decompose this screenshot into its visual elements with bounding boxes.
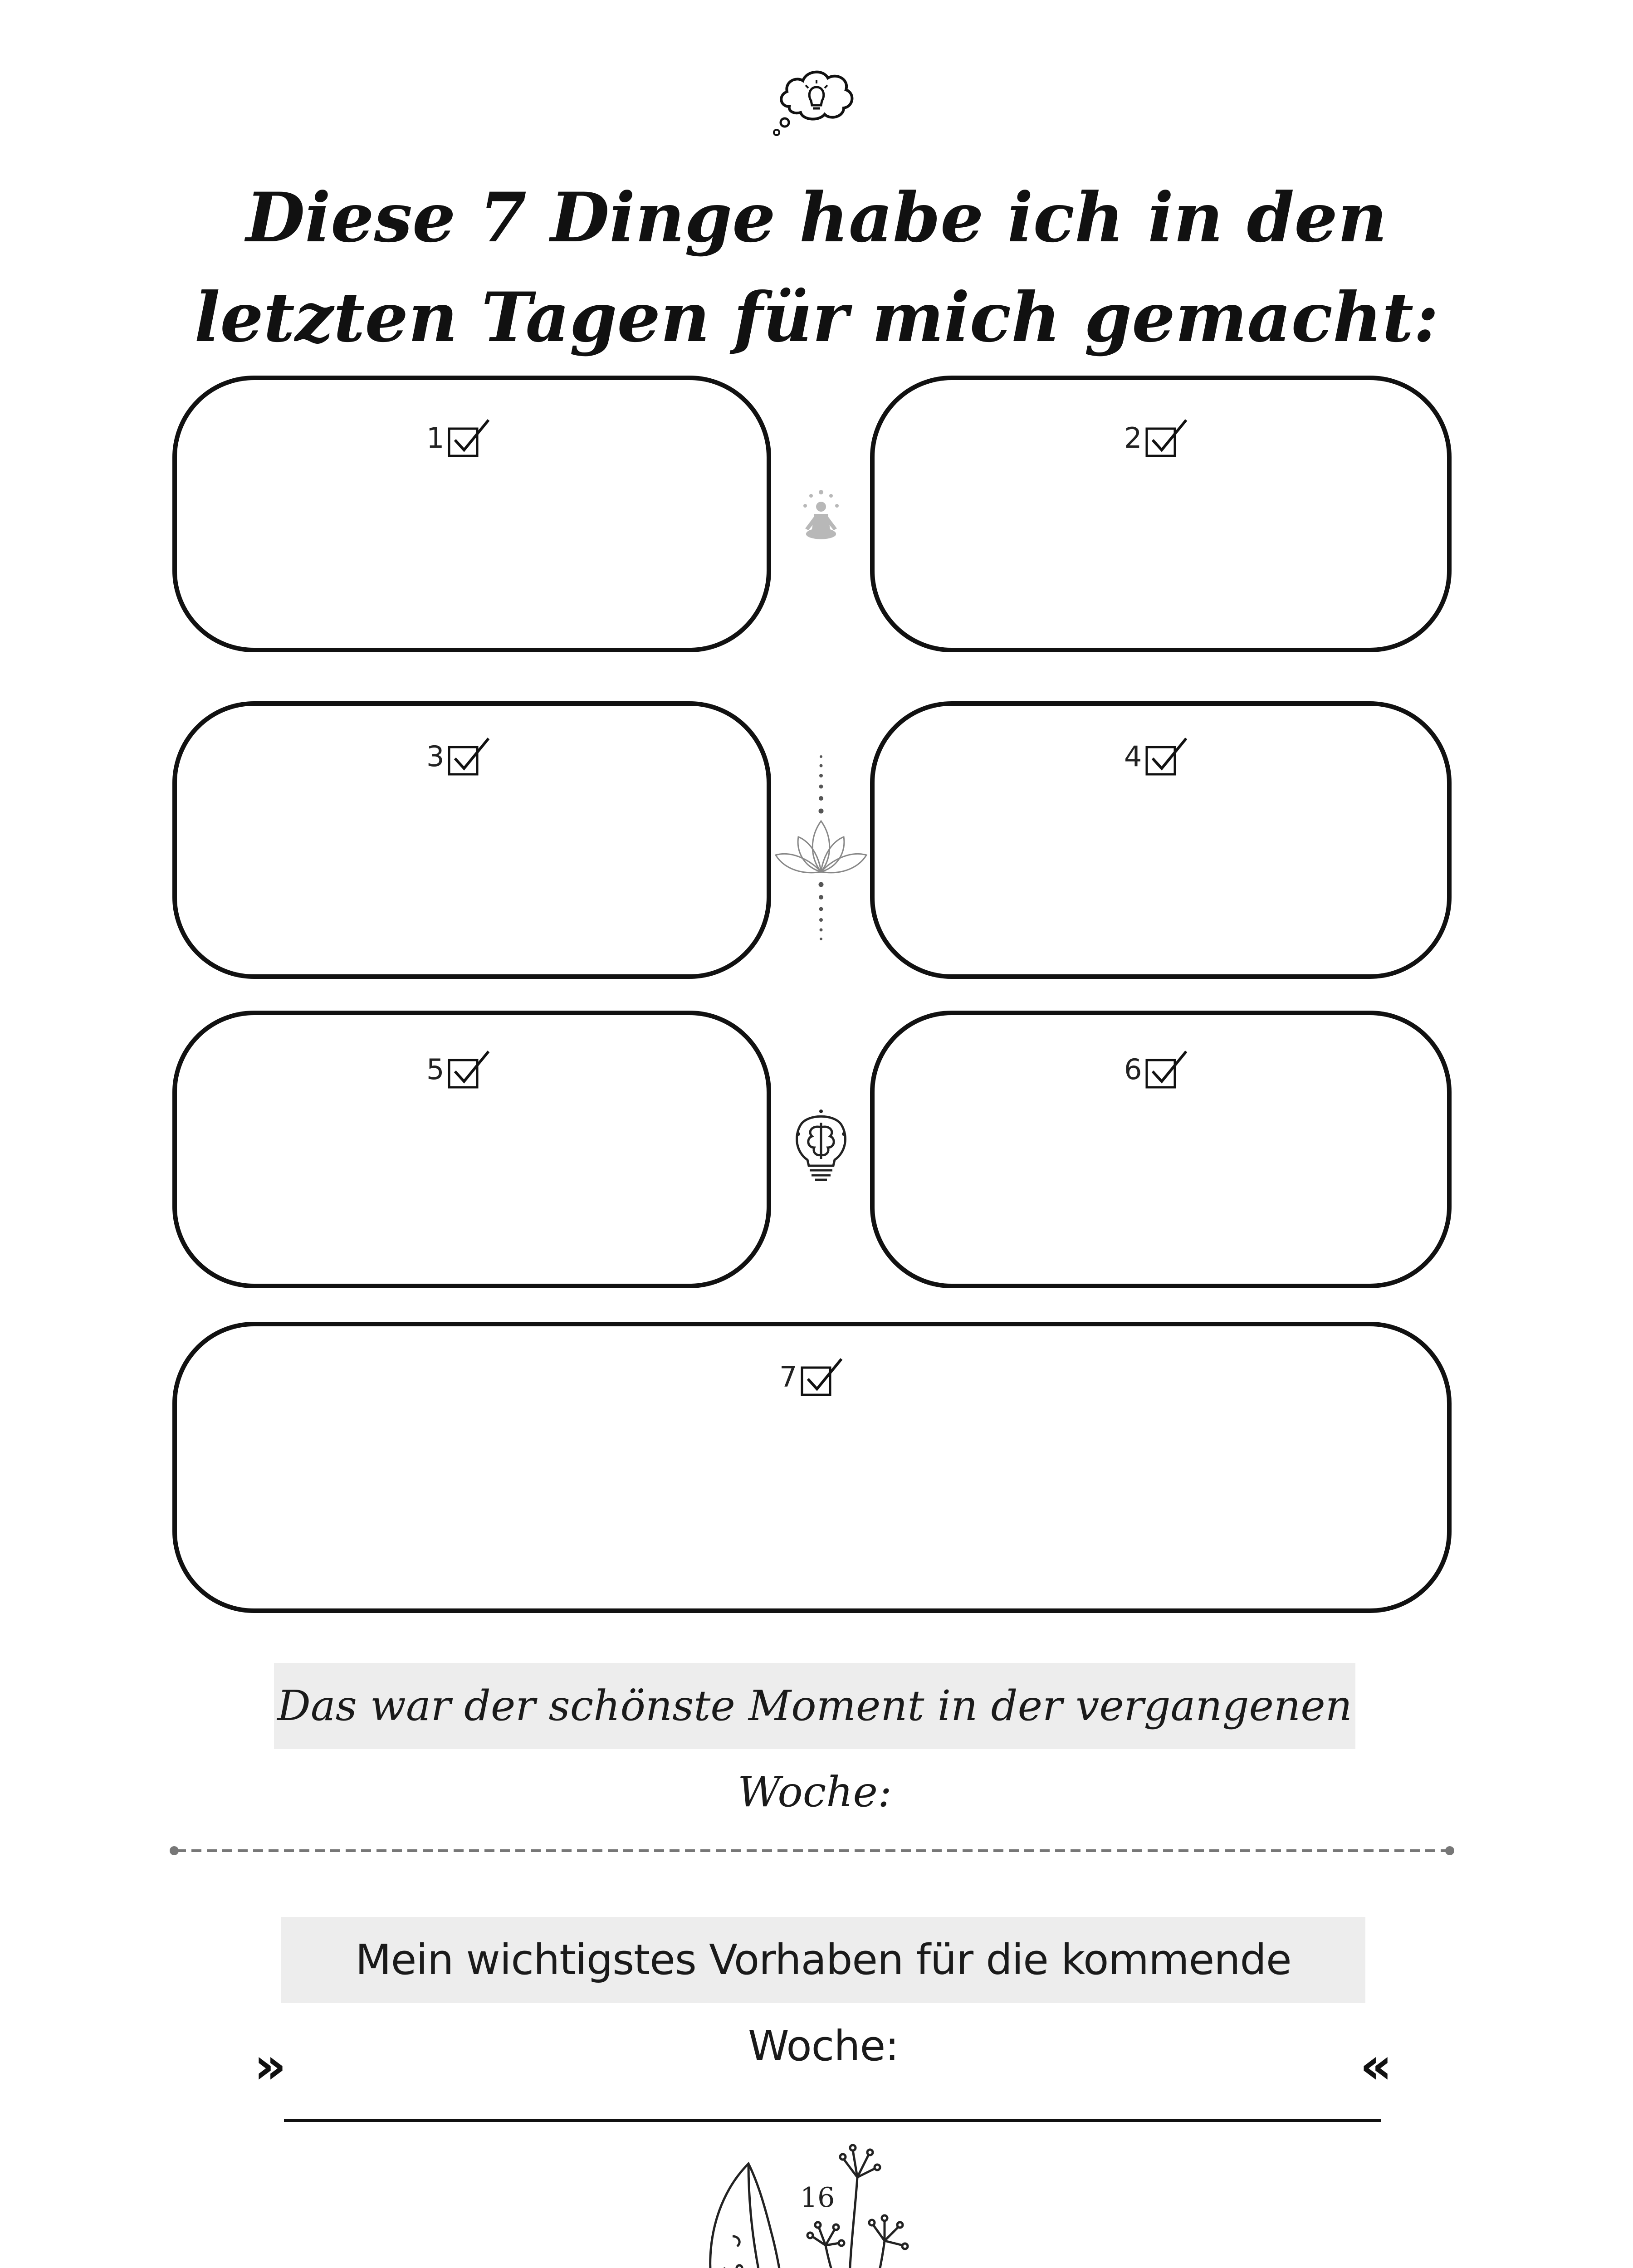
next-week-text: Mein wichtigstes Vorhaben für die kommende Woche: bbox=[355, 1936, 1291, 2070]
entry-number: 1 bbox=[426, 421, 445, 455]
checkbox-check-icon bbox=[1144, 1049, 1190, 1090]
checkbox-check-icon bbox=[800, 1356, 845, 1397]
entry-number: 7 bbox=[779, 1360, 797, 1393]
meditation-icon bbox=[798, 488, 844, 547]
entry-number: 6 bbox=[1124, 1052, 1142, 1086]
entry-number: 2 bbox=[1124, 421, 1142, 455]
leaf-flower-icon bbox=[689, 2132, 944, 2268]
entry-label-4 bbox=[1124, 736, 1190, 777]
left-arrow-mark: » bbox=[254, 2037, 287, 2095]
checkbox-check-icon bbox=[447, 736, 492, 777]
title-line-2: letzten Tagen für mich gemacht: bbox=[194, 278, 1439, 357]
right-arrow-mark: « bbox=[1360, 2037, 1393, 2095]
page-title bbox=[136, 168, 1497, 367]
next-week-banner bbox=[281, 1917, 1365, 2070]
checkbox-check-icon bbox=[1144, 736, 1190, 777]
dashed-writing-line[interactable] bbox=[168, 1837, 1456, 1864]
entry-label-6 bbox=[1124, 1049, 1190, 1090]
entry-label-2 bbox=[1124, 417, 1190, 458]
entry-label-5 bbox=[426, 1049, 492, 1090]
title-line-1: Diese 7 Dinge habe ich in den bbox=[246, 178, 1387, 258]
checkbox-check-icon bbox=[1144, 417, 1190, 458]
entry-label-3 bbox=[426, 736, 492, 777]
lightbulb-thought-icon bbox=[771, 64, 862, 145]
lotus-icon bbox=[771, 753, 871, 943]
entry-number: 3 bbox=[426, 739, 445, 773]
page-number: 16 bbox=[800, 2182, 835, 2214]
entry-number: 4 bbox=[1124, 739, 1142, 773]
entry-label-7 bbox=[779, 1356, 845, 1397]
checkbox-check-icon bbox=[447, 417, 492, 458]
entry-label-1 bbox=[426, 417, 492, 458]
best-moment-banner bbox=[274, 1663, 1355, 1816]
entry-number: 5 bbox=[426, 1052, 445, 1086]
goal-writing-line[interactable] bbox=[284, 2119, 1381, 2122]
brain-bulb-icon bbox=[792, 1109, 851, 1186]
checkbox-check-icon bbox=[447, 1049, 492, 1090]
best-moment-text: Das war der schönste Moment in der vergangenen Woche: bbox=[277, 1681, 1352, 1816]
